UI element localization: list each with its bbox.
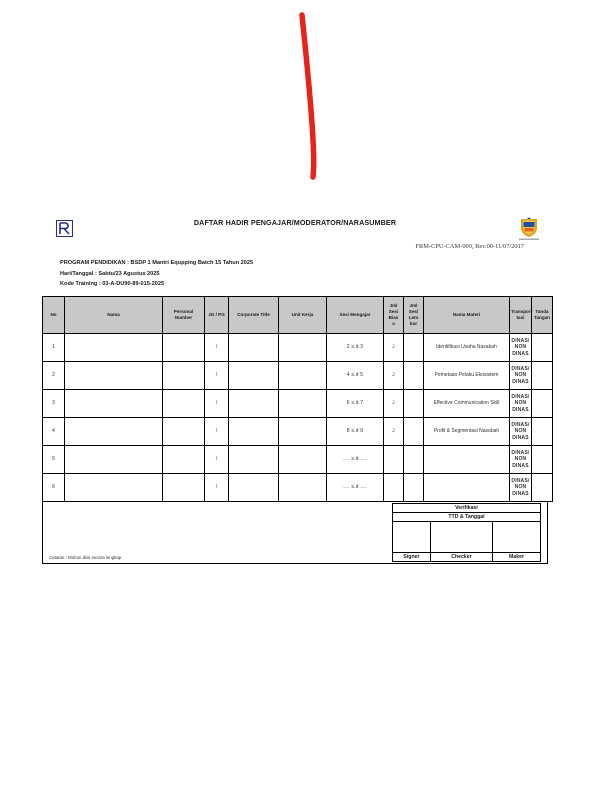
transport-option-line: DINAS/	[511, 393, 530, 400]
footer-note: Catatan : Mohon diisi secara lengkap	[49, 554, 122, 560]
cell-nama-materi-4[interactable]: Profil & Segmentasi Nasabah	[424, 417, 510, 445]
cell-jg-pg-2[interactable]: /	[205, 361, 229, 389]
transport-option-line: DINAS/	[511, 477, 530, 484]
cell-unit-kerja-4[interactable]	[279, 417, 327, 445]
cell-tanda-tangan-4[interactable]	[532, 417, 553, 445]
cell-jml-sesi-biasa-6[interactable]	[384, 473, 404, 501]
transport-option-line: DINAS/	[511, 421, 530, 428]
tanda-tangan-l1: Tanda	[535, 308, 549, 314]
signature-box-signer[interactable]	[392, 521, 430, 552]
red-pen-stroke	[302, 15, 314, 177]
cell-transportasi-5[interactable]	[510, 445, 532, 473]
cell-nama-1[interactable]	[65, 333, 163, 361]
cell-tanda-tangan-2[interactable]	[532, 361, 553, 389]
signature-box-maker[interactable]	[492, 521, 540, 552]
cell-personal-number-1[interactable]	[163, 333, 205, 361]
meta-kode-training: Kode Training : 03-A-DU90-89-015-2025	[60, 281, 165, 288]
cell-nama-materi-5[interactable]	[424, 445, 510, 473]
col-header-personal-number-line2: Number	[174, 314, 193, 320]
col-header-corporate-title: Corporate Title	[229, 296, 279, 333]
cell-tanda-tangan-6[interactable]	[532, 473, 553, 501]
cell-no-2: 2	[43, 361, 65, 389]
jml-lembur-l3: Lem	[408, 314, 419, 320]
cell-no-1: 1	[43, 333, 65, 361]
cell-personal-number-6[interactable]	[163, 473, 205, 501]
cell-jg-pg-1[interactable]: /	[205, 333, 229, 361]
transport-option-line: DINAS	[512, 490, 529, 497]
jml-lembur-l1: Jml	[409, 302, 418, 308]
transport-option-line: DINAS	[512, 462, 529, 469]
cell-nama-5[interactable]	[65, 445, 163, 473]
jml-biasa-l3: Bias	[388, 314, 399, 320]
transport-option-line: DINAS/	[511, 449, 530, 456]
cell-nama-2[interactable]	[65, 361, 163, 389]
cell-transportasi-6[interactable]	[510, 473, 532, 501]
cell-jml-sesi-lembur-4[interactable]	[404, 417, 424, 445]
role-label-signer: Signer	[392, 552, 430, 561]
cell-nama-materi-2[interactable]: Pemetaan Pelaku Ekosistem	[424, 361, 510, 389]
cell-jml-sesi-lembur-6[interactable]	[404, 473, 424, 501]
col-header-nama-materi: Nama Materi	[424, 296, 510, 333]
cell-corporate-title-1[interactable]	[229, 333, 279, 361]
transport-option-line: DINAS/	[511, 365, 530, 372]
cell-jg-pg-6[interactable]: /	[205, 473, 229, 501]
signature-box-checker[interactable]	[430, 521, 492, 552]
cell-corporate-title-2[interactable]	[229, 361, 279, 389]
cell-transportasi-2[interactable]	[510, 361, 532, 389]
jml-lembur-l4: bur	[409, 320, 418, 326]
verification-role-row	[392, 552, 540, 561]
jml-lembur-l2: Sesi	[408, 308, 419, 314]
cell-corporate-title-3[interactable]	[229, 389, 279, 417]
cell-nama-materi-3[interactable]: Effective Communication Skill	[424, 389, 510, 417]
cell-personal-number-3[interactable]	[163, 389, 205, 417]
cell-jml-sesi-biasa-2[interactable]: 2	[384, 361, 404, 389]
cell-nama-4[interactable]	[65, 417, 163, 445]
cell-sesi-mengajar-1[interactable]: 2 s.d 3	[327, 333, 384, 361]
cell-no-6: 6	[43, 473, 65, 501]
verification-signature-row	[392, 521, 540, 552]
cell-jml-sesi-lembur-3[interactable]	[404, 389, 424, 417]
cell-unit-kerja-3[interactable]	[279, 389, 327, 417]
tanda-tangan-l2: Tangan	[534, 314, 550, 320]
cell-sesi-mengajar-2[interactable]: 4 s.d 5	[327, 361, 384, 389]
transport-option-line: DINAS	[512, 378, 529, 385]
cell-tanda-tangan-1[interactable]	[532, 333, 553, 361]
transportasi-l2: tasi	[516, 314, 525, 320]
program-meta-block	[42, 258, 548, 290]
cell-jml-sesi-biasa-3[interactable]: 2	[384, 389, 404, 417]
col-header-personal-number-line1: Personal	[173, 308, 194, 314]
col-header-transportasi	[510, 296, 532, 333]
jml-biasa-l4: a	[392, 320, 395, 326]
cell-sesi-mengajar-6[interactable]: …. s.d ….	[327, 473, 384, 501]
transport-option-line: NON	[514, 400, 527, 407]
cell-no-3: 3	[43, 389, 65, 417]
transport-option-line: DINAS/	[511, 337, 530, 344]
cell-jg-pg-3[interactable]: /	[205, 389, 229, 417]
col-header-tanda-tangan	[532, 296, 553, 333]
col-header-unit-kerja: Unit Kerja	[279, 296, 327, 333]
attendance-table-body	[43, 333, 553, 501]
table-row	[43, 389, 553, 417]
form-code-label: FRM-CPU-CAM-009, Rev.00-11/07/2017	[415, 243, 524, 250]
cell-transportasi-1[interactable]	[510, 333, 532, 361]
table-row	[43, 473, 553, 501]
transport-option-line: DINAS	[512, 406, 529, 413]
page-title: DAFTAR HADIR PENGAJAR/MODERATOR/NARASUMBER	[193, 218, 397, 227]
cell-nama-materi-1[interactable]: Identifikasi Usaha Nasabah	[424, 333, 510, 361]
cell-no-4: 4	[43, 417, 65, 445]
attendance-form-document	[42, 210, 548, 564]
table-row	[43, 361, 553, 389]
cell-unit-kerja-6[interactable]	[279, 473, 327, 501]
cell-jml-sesi-lembur-2[interactable]	[404, 361, 424, 389]
attendance-table	[42, 296, 553, 502]
jml-biasa-l2: Sesi	[388, 308, 399, 314]
role-label-checker: Checker	[430, 552, 492, 561]
verification-table	[392, 503, 541, 562]
cell-jml-sesi-lembur-1[interactable]	[404, 333, 424, 361]
cell-no-5: 5	[43, 445, 65, 473]
col-header-jml-sesi-biasa	[384, 296, 404, 333]
cell-tanda-tangan-3[interactable]	[532, 389, 553, 417]
transport-option-line: NON	[514, 372, 527, 379]
cell-corporate-title-6[interactable]	[229, 473, 279, 501]
document-header	[42, 210, 548, 250]
transport-option-line: NON	[514, 456, 527, 463]
col-header-jml-sesi-lembur	[404, 296, 424, 333]
table-header-row	[43, 296, 553, 333]
cell-unit-kerja-2[interactable]	[279, 361, 327, 389]
verification-subtitle: TTD & Tanggal	[392, 512, 540, 521]
cell-jml-sesi-lembur-5[interactable]	[404, 445, 424, 473]
transport-option-line: DINAS	[512, 350, 529, 357]
cell-jg-pg-4[interactable]: /	[205, 417, 229, 445]
cell-jml-sesi-biasa-1[interactable]: 2	[384, 333, 404, 361]
cell-nama-3[interactable]	[65, 389, 163, 417]
table-row	[43, 333, 553, 361]
col-header-no: No	[43, 296, 65, 333]
cell-jml-sesi-biasa-5[interactable]	[384, 445, 404, 473]
cell-corporate-title-4[interactable]	[229, 417, 279, 445]
verification-section	[42, 502, 548, 564]
table-row	[43, 445, 553, 473]
col-header-sesi-mengajar: Sesi Mengajar	[327, 296, 384, 333]
cell-corporate-title-5[interactable]	[229, 445, 279, 473]
cell-nama-6[interactable]	[65, 473, 163, 501]
meta-program-pendidikan: PROGRAM PENDIDIKAN : BSDP 1 Mantri Equpping Batch 15 Tahun 2025	[60, 260, 254, 266]
cell-unit-kerja-1[interactable]	[279, 333, 327, 361]
cell-transportasi-4[interactable]	[510, 417, 532, 445]
transport-option-line: NON	[514, 344, 527, 351]
verification-title: Verifikasi	[392, 503, 540, 512]
cell-personal-number-5[interactable]	[163, 445, 205, 473]
cell-nama-materi-6[interactable]	[424, 473, 510, 501]
cell-unit-kerja-5[interactable]	[279, 445, 327, 473]
role-label-maker: Maker	[492, 552, 540, 561]
cell-sesi-mengajar-5[interactable]: …. s.d ….	[327, 445, 384, 473]
training-emblem-icon	[516, 216, 542, 240]
cell-personal-number-2[interactable]	[163, 361, 205, 389]
verification-title-row	[392, 503, 540, 512]
jml-biasa-l1: Jml	[389, 302, 398, 308]
transport-option-line: NON	[514, 484, 527, 491]
col-header-nama: Nama	[65, 296, 163, 333]
cell-jg-pg-5[interactable]: /	[205, 445, 229, 473]
cell-tanda-tangan-5[interactable]	[532, 445, 553, 473]
meta-hari-tanggal: Hari/Tanggal : Sabtu/23 Agustus 2025	[60, 270, 160, 277]
col-header-personal-number	[163, 296, 205, 333]
transport-option-line: NON	[514, 428, 527, 435]
verification-subtitle-row	[392, 512, 540, 521]
table-row	[43, 417, 553, 445]
cell-transportasi-3[interactable]	[510, 389, 532, 417]
cell-personal-number-4[interactable]	[163, 417, 205, 445]
cell-jml-sesi-biasa-4[interactable]: 2	[384, 417, 404, 445]
transportasi-l1: Transpor	[511, 308, 531, 314]
transport-option-line: DINAS	[512, 434, 529, 441]
cell-sesi-mengajar-3[interactable]: 6 s.d 7	[327, 389, 384, 417]
cell-sesi-mengajar-4[interactable]: 8 s.d 9	[327, 417, 384, 445]
col-header-jg-pg: JG / PG	[205, 296, 229, 333]
